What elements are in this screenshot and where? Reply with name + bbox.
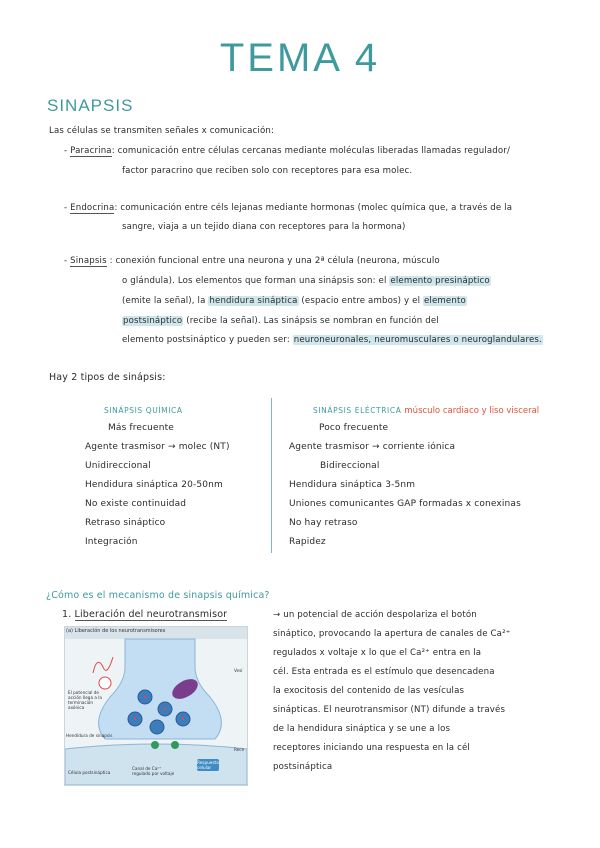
step-row xyxy=(62,609,227,620)
hendidura-highlight: hendidura sináptica xyxy=(209,296,298,306)
endocrina-line2: sangre, viaja a un tejido diana con receptores para la hormona) xyxy=(122,222,406,232)
electrica-item: Agente trasmisor → corriente iónica xyxy=(289,442,456,452)
mecanismo-line: cél. Esta entrada es el estímulo que desencadena xyxy=(273,667,495,677)
section-heading: SINAPSIS xyxy=(47,96,134,115)
figure-label-respuesta: Respuesta celular xyxy=(197,760,219,770)
page-title: TEMA 4 xyxy=(219,36,381,80)
sinapsis-text5: elemento postsináptico y pueden ser: xyxy=(122,335,290,345)
figure-label-canal: Canal de Ca²⁺ regulado por voltaje xyxy=(132,766,175,776)
mecanismo-line: regulados x voltaje x lo que el Ca²⁺ entra en la xyxy=(273,648,482,658)
mecanismo-line: postsináptica xyxy=(273,762,333,772)
figure-label-sinapsis: Hendidura de sinapsis xyxy=(66,733,113,738)
sinapsis-line5 xyxy=(122,335,543,345)
electrica-note: músculo cardiaco y liso visceral xyxy=(404,406,540,416)
sinapsis-text3c: (espacio entre ambos) y el xyxy=(301,296,421,306)
step-title: Liberación del neurotransmisor xyxy=(74,609,228,620)
sinapsis-text4: (recibe la señal). Las sinápsis se nombran en función del xyxy=(186,316,439,326)
electrica-item: Rapidez xyxy=(289,537,326,547)
endocrina-line1: - Endocrina: comunicación entre céls lejanas mediante hormonas (molec química que, a través de la xyxy=(64,203,513,213)
quimica-item: Hendidura sináptica 20-50nm xyxy=(85,480,223,490)
sinapsis-text3a: (emite la señal), la xyxy=(122,296,206,306)
paracrina-text1: : comunicación entre células cercanas mediante moléculas liberadas llamadas regulador/ xyxy=(111,146,510,156)
sinapsis-line1: - Sinapsis : conexión funcional entre una neurona y una 2ª célula (neurona, músculo xyxy=(64,256,440,266)
electrica-item: Hendidura sináptica 3-5nm xyxy=(289,480,416,490)
electrica-item: Uniones comunicantes GAP formadas x conexinas xyxy=(289,499,521,509)
electrica-heading: SINÁPSIS ELÉCTRICA xyxy=(313,406,402,415)
sinapsis-text1: : conexión funcional entre una neurona y una 2ª célula (neurona, músculo xyxy=(109,256,440,266)
sinapsis-line2 xyxy=(122,276,491,286)
paracrina-line1: - Paracrina: comunicación entre células cercanas mediante moléculas liberadas llamadas regulador/ xyxy=(64,146,510,156)
figure-label-1: 1 xyxy=(103,679,107,685)
electrica-item: Bidireccional xyxy=(320,461,380,471)
mecanismo-question: ¿Cómo es el mecanismo de sinapsis química? xyxy=(46,590,270,601)
electrica-item: Poco frecuente xyxy=(319,423,389,433)
figure-label-celula: Célula postsináptica xyxy=(68,770,111,775)
mecanismo-line: sinápticas. El neurotransmisor (NT) difunde a través xyxy=(273,705,506,715)
figure-label-vesicula: Vesí xyxy=(234,668,243,673)
endocrina-label: Endocrina xyxy=(70,203,115,213)
figure-label-rec: Rece xyxy=(234,747,245,752)
intro-text: Las células se transmiten señales x comunicación: xyxy=(49,126,275,136)
postsinaptico-highlight: postsináptico xyxy=(123,316,183,326)
mecanismo-line: la exocitosis del contenido de las vesículas xyxy=(273,686,465,696)
endocrina-text1: : comunicación entre céls lejanas mediante hormonas (molec química que, a través de la xyxy=(114,203,513,213)
presinaptico-highlight: elemento presináptico xyxy=(390,276,490,286)
mecanismo-line: receptores iniciando una respuesta en la cél xyxy=(273,743,470,753)
sinapsis-text2: o glándula). Los elementos que forman una sinápsis son: el xyxy=(122,276,387,286)
sinapsis-line4 xyxy=(122,316,439,326)
quimica-item: Integración xyxy=(85,537,138,547)
quimica-item: Retraso sináptico xyxy=(85,518,166,528)
elemento-highlight: elemento xyxy=(424,296,466,306)
step-number: 1. xyxy=(62,609,72,620)
sinapsis-label: Sinapsis xyxy=(70,256,107,266)
mecanismo-line: sináptico, provocando la apertura de canales de Ca²⁺ xyxy=(273,629,511,639)
figure-label-potencial: El potencial de acción llega a la terminación axónica xyxy=(68,690,102,710)
electrica-heading-row xyxy=(313,406,539,416)
mecanismo-line: → un potencial de acción despolariza el botón xyxy=(273,610,477,620)
column-divider xyxy=(271,398,272,553)
paracrina-label: Paracrina xyxy=(70,146,112,156)
quimica-item: Más frecuente xyxy=(108,423,174,433)
tipos-highlight: neuroneuronales, neuromusculares o neuroglandulares. xyxy=(293,335,542,345)
sinapsis-line3 xyxy=(122,296,467,306)
electrica-item: No hay retraso xyxy=(289,518,358,528)
quimica-item: Agente trasmisor → molec (NT) xyxy=(85,442,230,452)
figure-caption: (a) Liberación de los neurotransmisores xyxy=(66,628,166,634)
mecanismo-line: de la hendidura sináptica y se une a los xyxy=(273,724,451,734)
quimica-item: Unidireccional xyxy=(85,461,151,471)
tipos-intro: Hay 2 tipos de sinápsis: xyxy=(49,372,166,383)
paracrina-line2: factor paracrino que reciben solo con receptores para esa molec. xyxy=(122,166,413,176)
quimica-heading: SINÁPSIS QUÍMICA xyxy=(104,406,183,415)
quimica-item: No existe continuidad xyxy=(85,499,187,509)
